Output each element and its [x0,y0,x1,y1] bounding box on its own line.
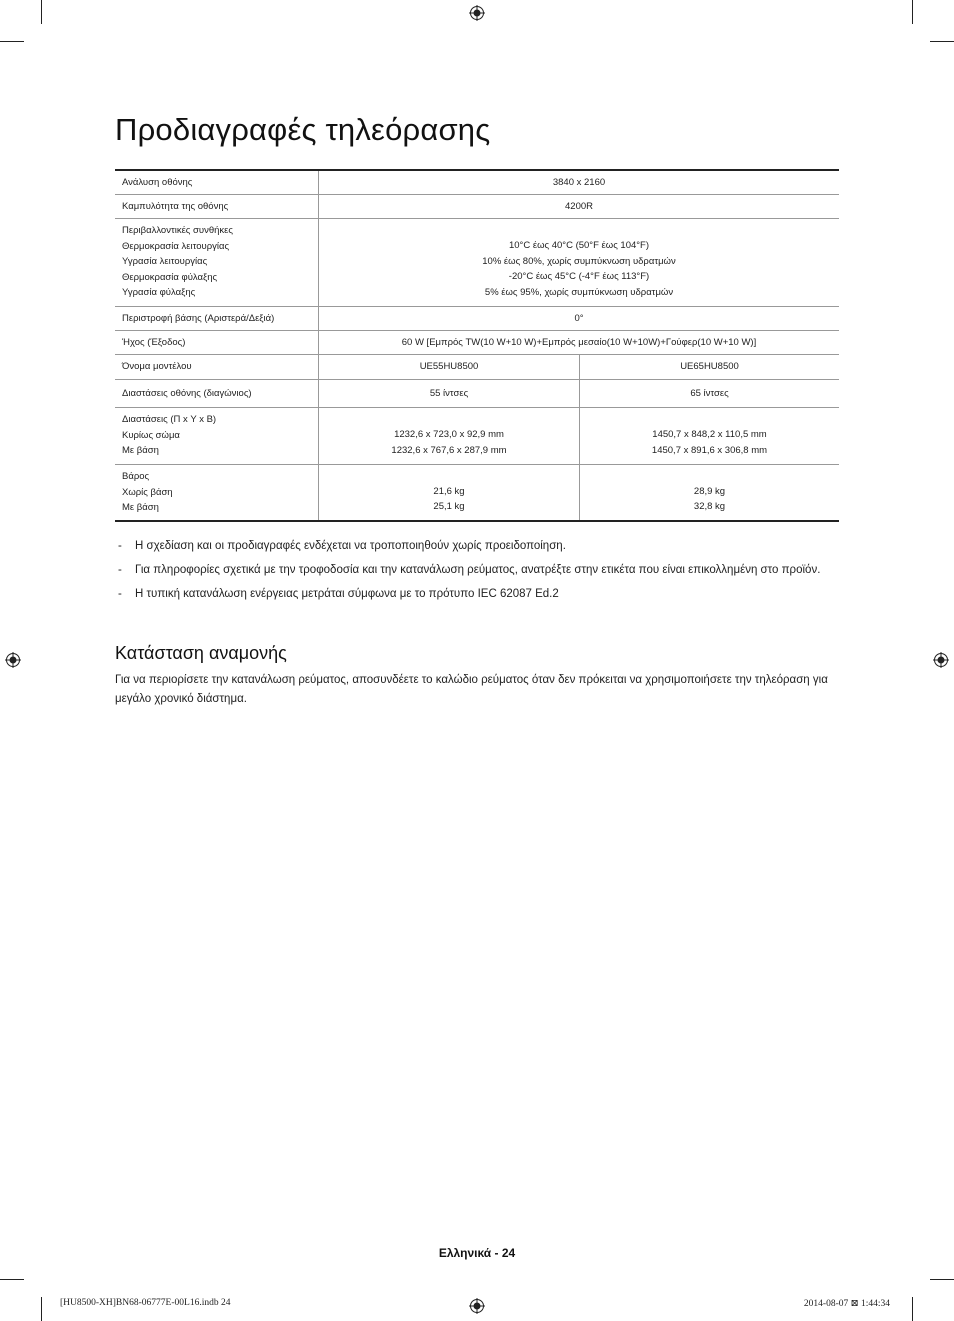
env-label-line: Θερμοκρασία φύλαξης [122,271,218,283]
note-item [115,585,837,604]
dim-value-line: 1450,7 x 891,6 x 306,8 mm [651,444,768,456]
weight-value-line: 25,1 kg [433,501,465,513]
row-value [319,218,840,306]
table-row [115,330,839,354]
crop-mark [912,0,913,24]
note-item [115,561,837,580]
row-value: 4200R [319,194,840,218]
env-value-line: -20°C έως 45°C (-4°F έως 113°F) [508,271,650,282]
model-b-cell [580,407,840,464]
note-item [115,537,837,556]
crop-mark [930,1279,954,1280]
row-label [115,464,319,521]
registration-mark-icon [469,5,485,21]
table-row [115,464,839,521]
table-row [115,407,839,464]
registration-mark-icon [5,652,21,668]
env-label-line: Θερμοκρασία λειτουργίας [122,240,230,252]
env-label-line: Περιβαλλοντικές συνθήκες [122,225,233,237]
env-value-line: 10°C έως 40°C (50°F έως 104°F) [508,240,650,251]
dim-value-line: 1450,7 x 848,2 x 110,5 mm [652,429,767,440]
note-marker: - [118,588,122,600]
env-value-line: 5% έως 95%, χωρίς συμπύκνωση υδρατμών [484,286,674,298]
weight-value-line: 28,9 kg [693,485,726,497]
table-row [115,170,839,194]
section-paragraph: Για να περιορίσετε την κατανάλωση ρεύματος, αποσυνδέετε το καλώδιο ρεύματος όταν δεν πρόκειται να χρησιμοποιήσετε την τηλεόραση για μεγάλο χρονικό διάστημα. [115,674,828,705]
row-label: Όνομα μοντέλου [115,354,319,379]
row-value: 0° [319,306,840,330]
crop-mark [0,41,24,42]
weight-value-line: 21,6 kg [433,485,465,497]
weight-value-line: 32,8 kg [693,501,726,513]
env-label-line: Υγρασία λειτουργίας [122,256,208,268]
table-row [115,354,839,379]
footer-datetime: 2014-08-07 ⊠ 1:44:34 [803,1299,890,1309]
registration-mark-icon [933,652,949,668]
page-title: Προδιαγραφές τηλεόρασης [115,112,491,147]
row-label [115,218,319,306]
row-label: Διαστάσεις οθόνης (διαγώνιος) [115,379,319,407]
row-value: 60 W [Εμπρός TW(10 W+10 W)+Εμπρός μεσαίο(10 W+10W)+Γούφερ(10 W+10 W)] [319,330,840,354]
dim-label-line: Κυρίως σώμα [122,429,180,441]
table-row [115,379,839,407]
model-b-cell [580,464,840,521]
crop-mark [930,41,954,42]
crop-mark [0,1279,24,1280]
model-a-cell [319,464,580,521]
weight-label-line: Βάρος [122,471,150,482]
dim-label-line: Διαστάσεις (Π x Υ x Β) [122,414,217,426]
row-label: Ήχος (Έξοδος) [115,330,319,354]
note-text: Για πληροφορίες σχετικά με την τροφοδοσία και την κατανάλωση ρεύματος, ανατρέξτε στην ετικέτα που είναι επικολλημένη στο προϊόν. [135,564,821,576]
row-label: Ανάλυση οθόνης [115,170,319,194]
dim-label-line: Με βάση [122,445,159,457]
weight-label-line: Χωρίς βάση [122,486,173,498]
section-heading: Κατάσταση αναμονής [115,643,287,663]
dim-value-line: 1232,6 x 767,6 x 287,9 mm [391,444,507,456]
note-marker: - [118,540,122,552]
crop-mark [41,0,42,24]
spec-table [115,169,839,522]
note-text: Η τυπική κατανάλωση ενέργειας μετράται σύμφωνα με το πρότυπο IEC 62087 Ed.2 [135,588,559,600]
note-text: Η σχεδίαση και οι προδιαγραφές ενδέχεται να τροποποιηθούν χωρίς προειδοποίηση. [135,540,566,552]
model-b-cell: UE65HU8500 [580,354,840,379]
row-label [115,407,319,464]
table-row [115,306,839,330]
weight-label-line: Με βάση [122,502,159,513]
row-label: Καμπυλότητα της οθόνης [115,194,319,218]
model-a-cell [319,407,580,464]
model-a-cell: 55 ίντσες [319,379,580,407]
table-row [115,218,839,306]
crop-mark [41,1297,42,1321]
footer-file: [HU8500-XH]BN68-06777E-00L16.indb 24 [60,1298,231,1308]
crop-mark [912,1297,913,1321]
dim-value-line: 1232,6 x 723,0 x 92,9 mm [394,429,504,440]
table-row [115,194,839,218]
page-number: Ελληνικά - 24 [438,1246,516,1260]
model-b-cell: 65 ίντσες [580,379,840,407]
registration-mark-icon [469,1298,485,1314]
env-value-line: 10% έως 80%, χωρίς συμπύκνωση υδρατμών [482,255,676,267]
row-value: 3840 x 2160 [319,170,840,194]
note-marker: - [118,564,122,576]
model-a-cell: UE55HU8500 [319,354,580,379]
notes-list [115,537,837,609]
env-label-line: Υγρασία φύλαξης [122,287,196,299]
row-label: Περιστροφή βάσης (Αριστερά/Δεξιά) [115,306,319,330]
